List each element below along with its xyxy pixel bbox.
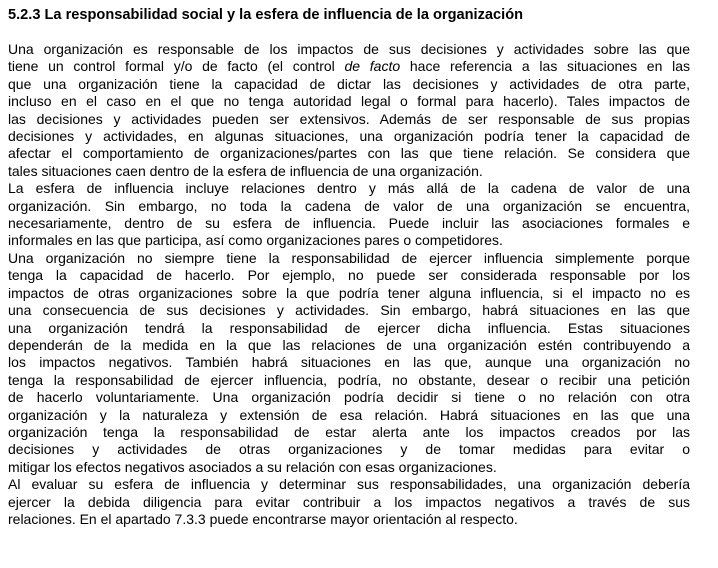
text-segment: de hacerlo voluntariamente. Una organización podría decidir si tiene o no relación con otra bbox=[8, 389, 690, 406]
text-segment: tenga la capacidad de hacerlo. Por ejemplo, no puede ser considerada responsable por los bbox=[8, 267, 690, 284]
text-segment: tiene un control formal y/o de facto (el control bbox=[8, 58, 345, 75]
paragraphs-container bbox=[8, 41, 690, 528]
text-line bbox=[8, 76, 690, 93]
text-segment: dependerán de la medida en la que las relaciones de una organización estén contribuyendo a bbox=[8, 336, 690, 353]
text-segment: Una organización no siempre tiene la responsabilidad de ejercer influencia simplemente porque bbox=[8, 249, 690, 266]
text-line bbox=[8, 511, 690, 528]
text-segment: informales en las que participa, así como organizaciones pares o competidores. bbox=[8, 232, 503, 249]
text-segment: necesariamente, dentro de su esfera de influencia. Puede incluir las asociaciones formales e bbox=[8, 215, 690, 232]
text-segment: afectar el comportamiento de organizaciones/partes con las que tiene relación. Se considera que bbox=[8, 145, 690, 162]
text-line bbox=[8, 407, 690, 424]
text-line bbox=[8, 494, 690, 511]
text-segment: mitigar los efectos negativos asociados a su relación con esas organizaciones. bbox=[8, 458, 497, 475]
text-line bbox=[8, 459, 690, 476]
text-segment: una organización tendrá la responsabilidad de ejercer dicha influencia. Estas situaciones bbox=[8, 319, 690, 336]
text-line bbox=[8, 267, 690, 284]
text-line bbox=[8, 285, 690, 302]
text-line bbox=[8, 93, 690, 110]
text-line bbox=[8, 354, 690, 371]
text-segment: relaciones. En el apartado 7.3.3 puede encontrarse mayor orientación al respecto. bbox=[8, 510, 518, 527]
text-line bbox=[8, 58, 690, 75]
text-line bbox=[8, 320, 690, 337]
text-segment: decisiones y actividades de otras organizaciones y de tomar medidas para evitar o bbox=[8, 441, 690, 458]
text-line bbox=[8, 198, 690, 215]
text-segment: hace referencia a las situaciones en las bbox=[400, 58, 690, 75]
text-line bbox=[8, 41, 690, 58]
text-line bbox=[8, 111, 690, 128]
text-line bbox=[8, 441, 690, 458]
document-body bbox=[8, 6, 690, 528]
text-segment: los impactos negativos. También habrá situaciones en las que, aunque una organización no bbox=[8, 354, 690, 371]
text-segment: decisiones y actividades, en algunas situaciones, una organización podría tener la capacidad de bbox=[8, 128, 690, 145]
text-segment: ejercer la debida diligencia para evitar contribuir a los impactos negativos a través de sus bbox=[8, 493, 690, 510]
text-segment: impactos de otras organizaciones sobre la que podría tener alguna influencia, si el impacto no es bbox=[8, 284, 690, 301]
text-line bbox=[8, 250, 690, 267]
text-segment: incluso en el caso en el que no tenga autoridad legal o formal para hacerlo). Tales impactos de bbox=[8, 93, 690, 110]
text-line bbox=[8, 389, 690, 406]
text-segment: una consecuencia de sus decisiones y actividades. Sin embargo, habrá situaciones en las que bbox=[8, 302, 690, 319]
text-segment: organización tenga la responsabilidad de estar alerta ante los impactos creados por las bbox=[8, 423, 690, 440]
paragraph bbox=[8, 180, 690, 250]
text-segment: tenga la responsabilidad de ejercer influencia, podría, no obstante, desear o recibir una petición bbox=[8, 371, 690, 388]
paragraph bbox=[8, 41, 690, 180]
text-line bbox=[8, 476, 690, 493]
paragraph bbox=[8, 250, 690, 476]
text-segment: que una organización tiene la capacidad de dictar las decisiones y actividades de otra parte, bbox=[8, 75, 690, 92]
text-segment: organización y la naturaleza y extensión de esa relación. Habrá situaciones en las que una bbox=[8, 406, 690, 423]
text-line bbox=[8, 232, 690, 249]
text-segment: tales situaciones caen dentro de la esfera de influencia de una organización. bbox=[8, 162, 483, 179]
text-line bbox=[8, 163, 690, 180]
text-line bbox=[8, 372, 690, 389]
paragraph bbox=[8, 476, 690, 528]
section-heading: 5.2.3 La responsabilidad social y la esfera de influencia de la organización bbox=[8, 7, 524, 23]
text-line bbox=[8, 215, 690, 232]
text-line bbox=[8, 424, 690, 441]
text-segment: La esfera de influencia incluye relaciones dentro y más allá de la cadena de valor de una bbox=[8, 180, 690, 197]
text-line bbox=[8, 302, 690, 319]
text-segment: las decisiones y actividades pueden ser extensivos. Además de ser responsable de sus propias bbox=[8, 110, 690, 127]
text-segment: organización. Sin embargo, no toda la cadena de valor de una organización se encuentra, bbox=[8, 197, 690, 214]
text-segment: Al evaluar su esfera de influencia y determinar sus responsabilidades, una organización debería bbox=[8, 476, 690, 493]
text-line bbox=[8, 128, 690, 145]
text-line bbox=[8, 145, 690, 162]
text-line bbox=[8, 337, 690, 354]
text-segment: Una organización es responsable de los impactos de sus decisiones y actividades sobre las que bbox=[8, 41, 690, 57]
emphasis-text: de facto bbox=[344, 58, 401, 75]
text-line bbox=[8, 180, 690, 197]
